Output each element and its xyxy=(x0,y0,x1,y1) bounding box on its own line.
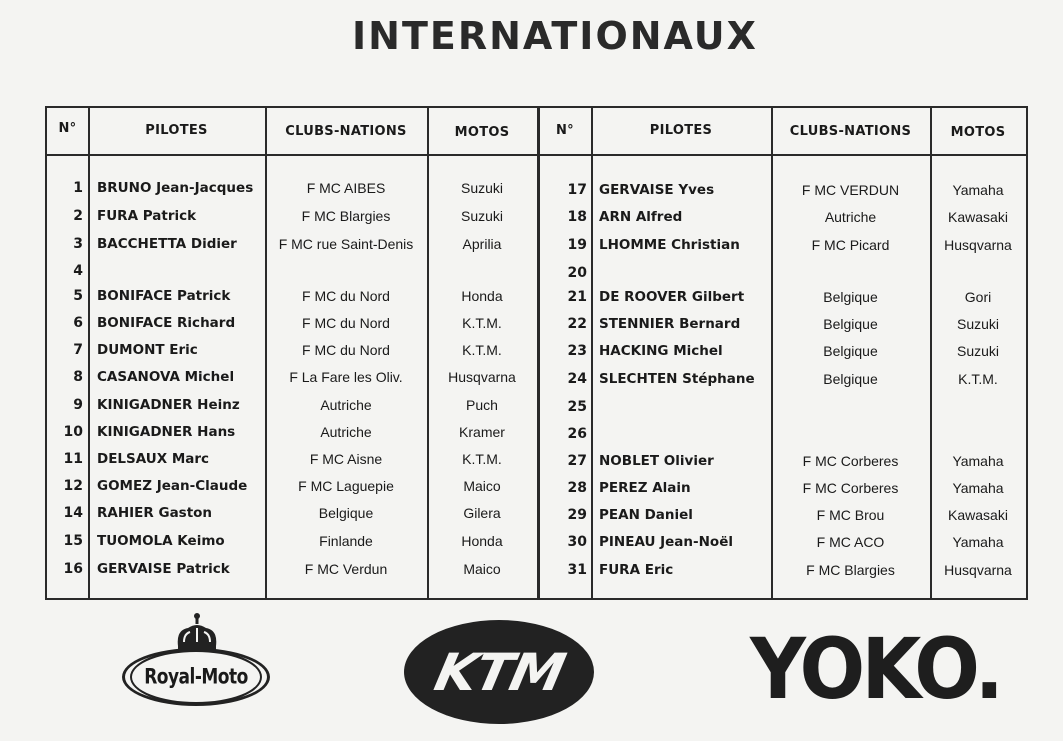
cell-pilot: KINIGADNER Hans xyxy=(97,424,236,440)
cell-num: 26 xyxy=(567,426,587,442)
cell-moto: Husqvarna xyxy=(944,562,1012,578)
table-row xyxy=(47,507,1026,529)
table-row xyxy=(47,534,1026,556)
table-row xyxy=(47,289,1026,311)
cell-num: 7 xyxy=(73,342,83,358)
cell-club: F MC rue Saint-Denis xyxy=(278,236,414,252)
cell-club: F MC du Nord xyxy=(302,288,390,304)
cell-num: 15 xyxy=(63,533,83,549)
cell-num: 22 xyxy=(567,316,587,332)
cell-num: 12 xyxy=(63,478,83,494)
cell-club: Belgique xyxy=(823,371,878,387)
cell-club: F La Fare les Oliv. xyxy=(289,369,403,385)
table-row xyxy=(47,316,1026,338)
cell-pilot: FURA Patrick xyxy=(97,208,197,224)
cell-club: Belgique xyxy=(823,289,878,305)
cell-num: 1 xyxy=(73,180,83,196)
table-row xyxy=(47,265,1026,287)
cell-num: 19 xyxy=(567,237,587,253)
cell-club: Autriche xyxy=(320,397,372,413)
royal-moto-logo xyxy=(122,612,272,708)
cell-club: Belgique xyxy=(823,316,878,332)
cell-club: F MC Picard xyxy=(811,237,890,253)
cell-num: 23 xyxy=(567,343,587,359)
cell-club: F MC VERDUN xyxy=(801,182,900,198)
header-pilots: PILOTES xyxy=(649,123,713,138)
cell-pilot: DE ROOVER Gilbert xyxy=(599,289,745,305)
table-row xyxy=(47,562,1026,584)
table-row xyxy=(47,237,1026,259)
table-row xyxy=(47,209,1026,231)
cell-moto: Yamaha xyxy=(952,453,1004,469)
cell-club: F MC Blargies xyxy=(806,562,895,578)
header-clubs: CLUBS-NATIONS xyxy=(285,124,407,139)
cell-moto: Kawasaki xyxy=(948,507,1008,523)
cell-pilot: TUOMOLA Keimo xyxy=(97,533,225,549)
cell-club: Belgique xyxy=(318,505,374,521)
header-motos: MOTOS xyxy=(454,125,510,140)
cell-moto: Aprilia xyxy=(462,236,502,252)
cell-moto: K.T.M. xyxy=(462,342,502,358)
cell-club: F MC Laguepie xyxy=(298,478,394,494)
ktm-wordmark: KTM xyxy=(429,642,569,702)
cell-moto: Yamaha xyxy=(952,182,1004,198)
cell-num: 18 xyxy=(567,209,587,225)
cell-club: Autriche xyxy=(320,424,372,440)
cell-num: 10 xyxy=(63,424,83,440)
cell-pilot: HACKING Michel xyxy=(599,343,723,359)
cell-num: 3 xyxy=(73,236,83,252)
cell-pilot: GERVAISE Yves xyxy=(599,182,715,198)
cell-num: 31 xyxy=(567,562,587,578)
cell-moto: Maico xyxy=(463,561,501,577)
cell-club: Finlande xyxy=(319,533,373,549)
table-row xyxy=(47,480,1026,502)
cell-pilot: RAHIER Gaston xyxy=(97,505,213,521)
cell-pilot: LHOMME Christian xyxy=(599,237,740,253)
cell-moto: Husqvarna xyxy=(944,237,1012,253)
cell-moto: Gilera xyxy=(463,505,501,521)
cell-pilot: KINIGADNER Heinz xyxy=(97,397,240,413)
page-title: INTERNATIONAUX xyxy=(352,14,758,58)
cell-num: 14 xyxy=(63,505,83,521)
cell-club: F MC ACO xyxy=(816,534,885,550)
cell-pilot: ARN Alfred xyxy=(599,209,683,225)
cell-pilot: BONIFACE Richard xyxy=(97,315,236,331)
table-row xyxy=(47,371,1026,393)
cell-moto: Husqvarna xyxy=(448,369,516,385)
cell-num: 24 xyxy=(567,371,587,387)
cell-moto: Honda xyxy=(461,533,503,549)
header-clubs: CLUBS-NATIONS xyxy=(789,124,912,139)
cell-num: 25 xyxy=(567,399,587,415)
header-num: N° xyxy=(556,123,574,138)
table-row xyxy=(47,426,1026,448)
cell-num: 29 xyxy=(567,507,587,523)
cell-moto: Suzuki xyxy=(460,208,504,224)
cell-num: 28 xyxy=(567,480,587,496)
cell-moto: Suzuki xyxy=(460,180,504,196)
cell-club: F MC Blargies xyxy=(301,208,391,224)
cell-num: 21 xyxy=(567,289,587,305)
cell-pilot: BACCHETTA Didier xyxy=(97,236,237,252)
cell-num: 17 xyxy=(567,182,587,198)
table-row xyxy=(47,182,1026,204)
cell-pilot: PEREZ Alain xyxy=(599,480,691,496)
cell-num: 2 xyxy=(73,208,83,224)
cell-moto: K.T.M. xyxy=(958,371,998,387)
entries-table xyxy=(45,106,1028,600)
cell-moto: K.T.M. xyxy=(462,315,502,331)
royal-moto-wordmark: Royal-Moto xyxy=(130,650,262,705)
cell-club: F MC Corberes xyxy=(802,453,899,469)
cell-pilot: DUMONT Eric xyxy=(97,342,198,358)
cell-pilot: GERVAISE Patrick xyxy=(97,561,230,577)
cell-num: 11 xyxy=(63,451,83,467)
cell-num: 30 xyxy=(567,534,587,550)
cell-num: 4 xyxy=(73,263,83,279)
cell-pilot: BRUNO Jean-Jacques xyxy=(97,180,254,196)
cell-moto: K.T.M. xyxy=(462,451,502,467)
crown-icon xyxy=(170,612,224,652)
header-motos: MOTOS xyxy=(950,125,1006,140)
cell-moto: Suzuki xyxy=(956,316,1000,332)
cell-pilot: STENNIER Bernard xyxy=(599,316,741,332)
cell-club: F MC Verdun xyxy=(304,561,388,577)
cell-club: F MC AIBES xyxy=(306,180,386,196)
cell-club: F MC du Nord xyxy=(302,315,390,331)
ktm-logo xyxy=(404,620,594,724)
cell-num: 5 xyxy=(73,288,83,304)
cell-moto: Puch xyxy=(466,397,498,413)
cell-moto: Gori xyxy=(964,289,992,305)
cell-moto: Suzuki xyxy=(956,343,1000,359)
cell-moto: Yamaha xyxy=(952,534,1004,550)
table-row xyxy=(47,399,1026,421)
cell-pilot: BONIFACE Patrick xyxy=(97,288,231,304)
yoko-logo: YOKO. xyxy=(750,620,1001,718)
cell-pilot: CASANOVA Michel xyxy=(97,369,235,385)
header-divider xyxy=(47,154,1026,156)
cell-num: 9 xyxy=(73,397,83,413)
cell-pilot: PINEAU Jean-Noël xyxy=(599,534,733,550)
cell-pilot: DELSAUX Marc xyxy=(97,451,210,467)
cell-moto: Yamaha xyxy=(952,480,1004,496)
cell-num: 27 xyxy=(567,453,587,469)
cell-club: F MC Corberes xyxy=(802,480,899,496)
cell-club: Autriche xyxy=(824,209,877,225)
cell-moto: Maico xyxy=(463,478,501,494)
cell-pilot: NOBLET Olivier xyxy=(599,453,714,469)
table-row xyxy=(47,343,1026,365)
cell-club: Belgique xyxy=(823,343,878,359)
table-row xyxy=(47,453,1026,475)
cell-pilot: FURA Eric xyxy=(599,562,674,578)
cell-num: 16 xyxy=(63,561,83,577)
cell-club: F MC Aisne xyxy=(309,451,383,467)
cell-moto: Kramer xyxy=(459,424,505,440)
cell-moto: Kawasaki xyxy=(948,209,1008,225)
cell-club: F MC Brou xyxy=(816,507,885,523)
cell-pilot: SLECHTEN Stéphane xyxy=(599,371,755,387)
cell-moto: Honda xyxy=(461,288,503,304)
header-pilots: PILOTES xyxy=(145,123,208,138)
cell-num: 8 xyxy=(73,369,83,385)
cell-num: 20 xyxy=(567,265,587,281)
cell-num: 6 xyxy=(73,315,83,331)
royal-moto-oval xyxy=(122,648,270,706)
cell-pilot: GOMEZ Jean-Claude xyxy=(97,478,248,494)
cell-club: F MC du Nord xyxy=(302,342,390,358)
header-num: N° xyxy=(58,121,77,136)
cell-pilot: PEAN Daniel xyxy=(599,507,693,523)
